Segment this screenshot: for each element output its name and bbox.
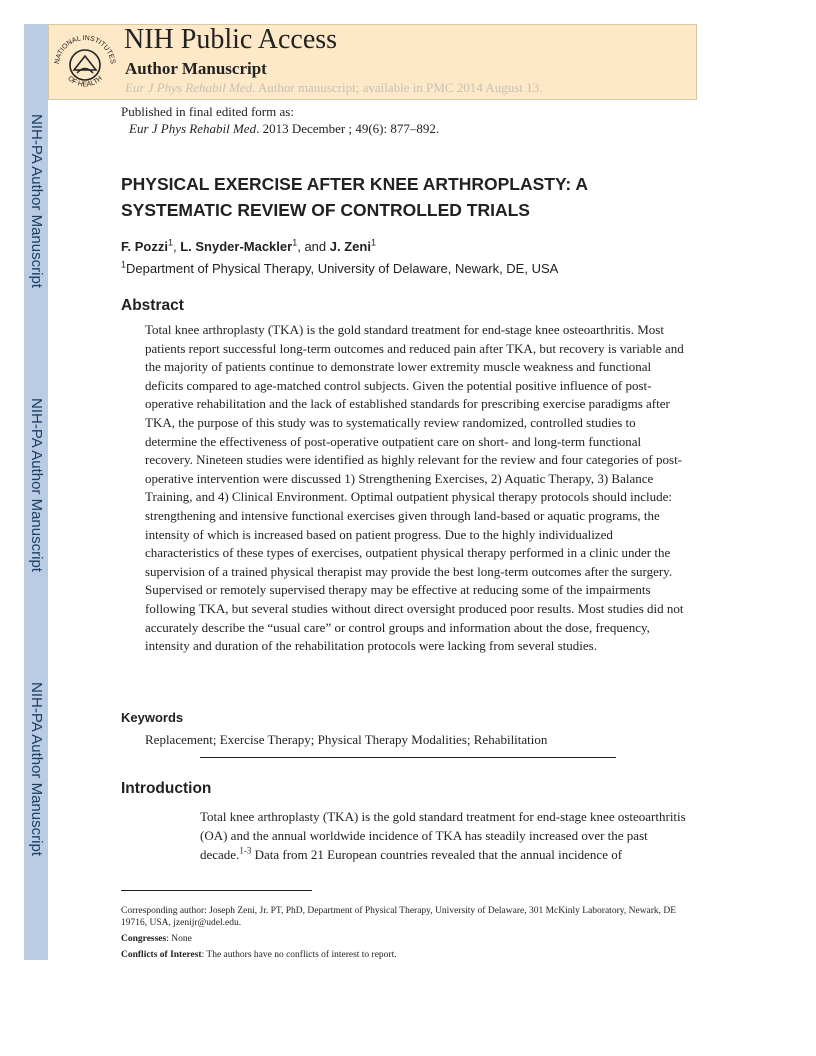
corresponding-author: Corresponding author: Joseph Zeni, Jr. PT, PhD, Department of Physical Therapy, University of Delaware, 301 McKinly Laboratory, Newark, DE 19716, USA, jzenijr@udel.edu. [121,906,677,928]
abstract-text: Total knee arthroplasty (TKA) is the gold standard treatment for end-stage knee osteoarthritis. Most patients report successful long-term outcomes and reduced pain after TKA, but recovery is variable and the majority of patients continue to demonstrate lower extremity muscle weakness and functional deficits compared to age-matched control subjects. Given the potential positive influence of post-operative rehabilitation and the lack of established standards for prescribing exercise paradigms after TKA, the purpose of this study was to systematically review randomized, controlled studies to determine the effectiveness of post-operative outpatient care on short- and long-term functional recovery. Nineteen studies were identified as highly relevant for the review and four categories of post-operative intervention were discussed 1) Strengthening Exercises, 2) Aquatic Therapy, 3) Balance Training, and 4) Clinical Environment. Optimal outpatient physical therapy protocols should include: strengthening and intensive functional exercises given through land-based or aquatic programs, the intensity of which is increased based on patient progress. Due to the highly individualized characteristics of these types of exercises, outpatient physical therapy performed in a clinic under the supervision of a trained physical therapist may provide the best long-term outcomes after the surgery. Supervised or remotely supervised therapy may be effective at reducing some of the impairments following TKA, but several studies without direct oversight produced poor results. Most studies did not accurately describe the “usual care” or control groups and information about the dose, frequency, intensity and duration of the rehabilitation protocols were lacking from several studies. [145,322,684,654]
keywords-heading: Keywords [121,710,184,725]
congresses-note: Congresses: None [121,934,192,944]
header-title: NIH Public Access [124,24,338,55]
conflicts-note: Conflicts of Interest: The authors have no conflicts of interest to report. [121,950,397,960]
published-label: Published in final edited form as: [121,104,294,119]
introduction-heading: Introduction [121,780,212,797]
article-title: PHYSICAL EXERCISE AFTER KNEE ARTHROPLASTY: A SYSTEMATIC REVIEW OF CONTROLLED TRIALS [121,174,588,220]
svg-text:NATIONAL INSTITUTES: NATIONAL INSTITUTES [54,34,116,65]
footnotes [121,905,696,965]
author-name: J. Zeni [329,239,371,254]
header-citation: Eur J Phys Rehabil Med. Author manuscript; available in PMC 2014 August 13. [125,80,543,95]
svg-text:OF HEALTH: OF HEALTH [66,75,104,89]
nih-logo-icon [50,28,120,98]
published-info [121,103,439,137]
affiliation: $^1$Department of Physical Therapy, University of Delaware, Newark, DE, USA [121,259,559,276]
author-name: L. Snyder-Mackler [180,239,293,254]
published-citation: Eur J Phys Rehabil Med. 2013 December ; 49(6): 877–892. [129,121,440,136]
keywords-divider [200,757,616,758]
introduction-text: Total knee arthroplasty (TKA) is the gold standard treatment for end-stage knee osteoarthritis (OA) and the annual worldwide incidence of TKA has steadily increased over the past decade.$^{1-3}$ Data from 21 European countries revealed that the annual incidence of [200,809,686,862]
author-list: F. Pozzi$^1$, L. Snyder-Mackler$^1$, and J. Zeni$^1$ [121,237,376,254]
abstract-heading: Abstract [121,297,184,314]
keywords-text: Replacement; Exercise Therapy; Physical Therapy Modalities; Rehabilitation [145,732,548,747]
footnote-divider [121,890,312,891]
header-subtitle: Author Manuscript [125,59,267,78]
author-name: F. Pozzi [121,239,168,254]
